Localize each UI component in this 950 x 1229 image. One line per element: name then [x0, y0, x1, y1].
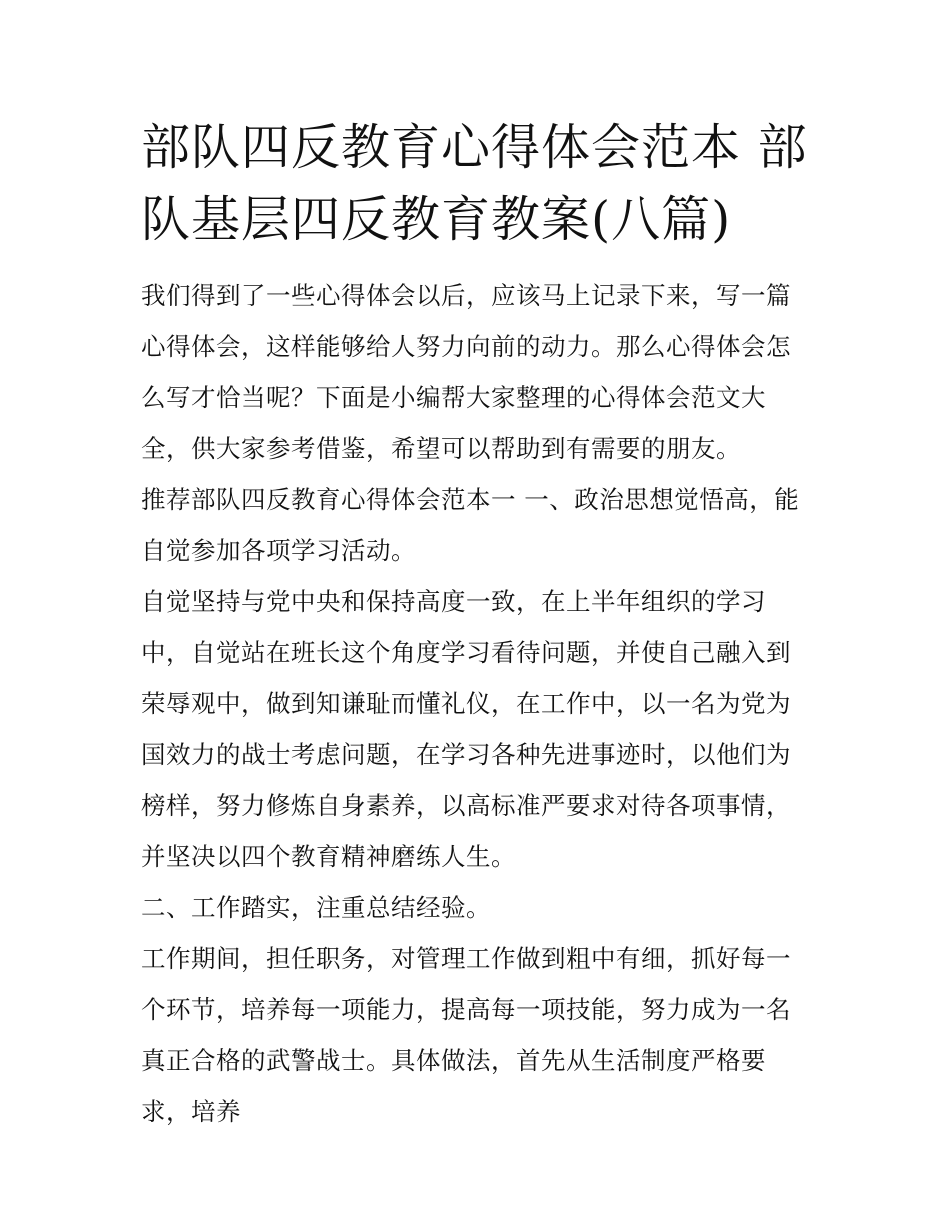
document-content: [141, 112, 811, 1137]
section-two-heading-paragraph: 二、工作踏实，注重总结经验。: [141, 893, 491, 922]
section-one-heading-paragraph: 推荐部队四反教育心得体会范本一 一、政治思想觉悟高，能自觉参加各项学习活动。: [141, 485, 800, 565]
intro-paragraph: 我们得到了一些心得体会以后，应该马上记录下来，写一篇心得体会，这样能够给人努力向前的动力。那么心得体会怎么写才恰当呢？下面是小编帮大家整理的心得体会范文大全，供大家参考借鉴，希望可以帮助到有需要的朋友。: [141, 281, 791, 463]
section-one-body-paragraph: 自觉坚持与党中央和保持高度一致，在上半年组织的学习中，自觉站在班长这个角度学习看待问题，并使自己融入到荣辱观中，做到知谦耻而懂礼仪，在工作中，以一名为党为国效力的战士考虑问题，在学习各种先进事迹时，以他们为榜样，努力修炼自身素养，以高标准严要求对待各项事情，并坚决以四个教育精神磨练人生。: [141, 587, 791, 871]
section-two-body-paragraph: 工作期间，担任职务，对管理工作做到粗中有细，抓好每一个环节，培养每一项能力，提高每一项技能，努力成为一名真正合格的武警战士。具体做法，首先从生活制度严格要求，培养: [141, 944, 791, 1126]
document-title: 部队四反教育心得体会范本 部队基层四反教育教案(八篇): [141, 119, 808, 248]
